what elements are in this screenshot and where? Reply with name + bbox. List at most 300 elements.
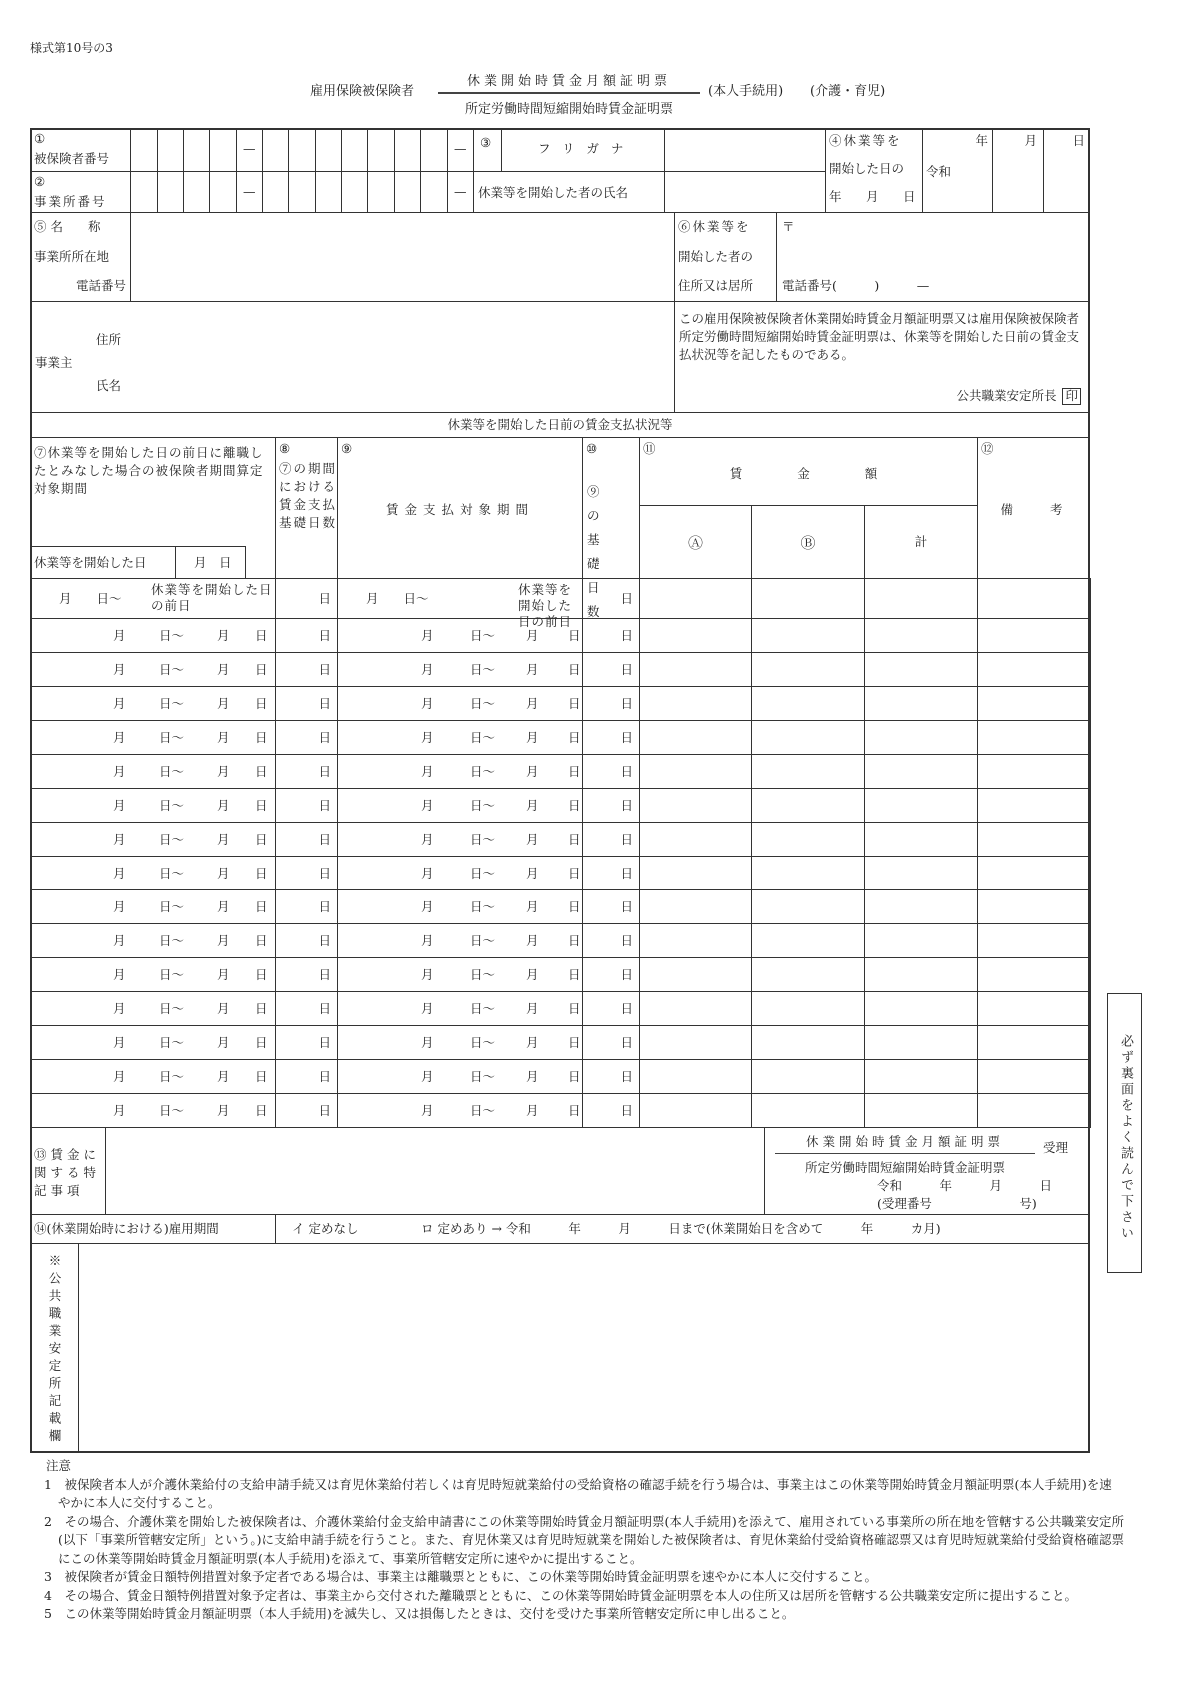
to-month: 月 bbox=[526, 763, 539, 779]
col7-start-date[interactable] bbox=[175, 546, 246, 579]
section-title bbox=[30, 412, 1090, 438]
wage-cell-col11[interactable] bbox=[639, 686, 752, 721]
from-month: 月 bbox=[113, 1069, 126, 1085]
wage-cell-col11[interactable] bbox=[639, 618, 752, 653]
wage-cell-col11[interactable] bbox=[639, 991, 752, 1026]
wage-cell-col9[interactable] bbox=[337, 720, 583, 755]
wage-cell-col11[interactable] bbox=[864, 754, 978, 789]
office-number-label bbox=[30, 171, 131, 213]
from-day: 日〜 bbox=[470, 661, 496, 677]
to-month: 月 bbox=[217, 1035, 230, 1051]
from-day: 日〜 bbox=[470, 797, 496, 813]
wage-cell-col8[interactable] bbox=[275, 889, 338, 924]
days-unit: 日 bbox=[318, 729, 331, 745]
wage-cell-col9[interactable] bbox=[337, 856, 583, 891]
to-month: 月 bbox=[526, 865, 539, 881]
insured-number-digit[interactable] bbox=[288, 128, 316, 172]
office-use-label bbox=[30, 1243, 79, 1453]
from-month: 月 bbox=[421, 1069, 434, 1085]
month-label: 月 bbox=[1024, 133, 1037, 148]
from-day: 日〜 bbox=[470, 933, 496, 949]
wage-cell-col7[interactable] bbox=[30, 1093, 276, 1128]
from-day: 日〜 bbox=[470, 865, 496, 881]
days-unit: 日 bbox=[318, 1035, 331, 1051]
to-day: 日 bbox=[568, 899, 581, 915]
wage-cell-col12[interactable] bbox=[977, 578, 1091, 619]
address-input[interactable] bbox=[776, 212, 1090, 302]
wage-cell-col7[interactable] bbox=[30, 1059, 276, 1094]
wage-cell-col8[interactable] bbox=[275, 618, 338, 653]
to-day: 日 bbox=[255, 967, 268, 983]
days-unit: 日 bbox=[318, 695, 331, 711]
to-month: 月 bbox=[217, 729, 230, 745]
receipt-number: (受理番号 号) bbox=[877, 1196, 1037, 1211]
start-day-input[interactable] bbox=[1043, 128, 1090, 213]
start-year-input[interactable] bbox=[922, 128, 993, 213]
col11b-header bbox=[751, 505, 865, 579]
days-unit: 日 bbox=[620, 1001, 633, 1017]
wage-cell-col12[interactable] bbox=[977, 1025, 1091, 1060]
employer-address-label: 住所 bbox=[96, 332, 122, 347]
col11a-header bbox=[639, 505, 752, 579]
wage-cell-col11[interactable] bbox=[864, 1059, 978, 1094]
wage-cell-col12[interactable] bbox=[977, 618, 1091, 653]
col10-num: ⑩ bbox=[586, 441, 598, 456]
wage-cell-col12[interactable] bbox=[977, 991, 1091, 1026]
wage-cell-col12[interactable] bbox=[977, 1093, 1091, 1128]
col10-header bbox=[582, 437, 640, 619]
insured-number-digit[interactable] bbox=[130, 128, 158, 172]
office-use-area bbox=[78, 1243, 1090, 1453]
office-number-digit[interactable] bbox=[367, 171, 395, 213]
wage-cell-col11[interactable] bbox=[751, 618, 865, 653]
col7-text: ⑦休業等を開始した日の前日に離職したとみなした場合の被保険者期間算定対象期間 bbox=[34, 445, 264, 496]
postal-mark: 〒 bbox=[782, 219, 795, 234]
wage-cell-col11[interactable] bbox=[639, 578, 752, 619]
wage-cell-col11[interactable] bbox=[751, 754, 865, 789]
to-month: 月 bbox=[217, 661, 230, 677]
insured-number-digit[interactable] bbox=[367, 128, 395, 172]
wage-cell-col7[interactable] bbox=[30, 788, 276, 823]
option-no-term[interactable]: イ 定めなし bbox=[292, 1221, 359, 1236]
wage-cell-col12[interactable] bbox=[977, 856, 1091, 891]
wage-cell-col8[interactable] bbox=[275, 1059, 338, 1094]
wage-cell-col8[interactable] bbox=[275, 822, 338, 857]
wage-cell-col10[interactable] bbox=[582, 889, 640, 924]
label-line: 年 月 日 bbox=[829, 189, 922, 204]
note-item: 5 この休業等開始時賃金月額証明票（本人手続用)を滅失し、又は損傷したときは、交付を受けた事業所管轄安定所に申し出ること。 bbox=[44, 1606, 795, 1621]
period-from: 月 日〜 bbox=[366, 591, 429, 606]
wage-cell-col10[interactable] bbox=[582, 1025, 640, 1060]
to-month: 月 bbox=[526, 899, 539, 915]
wage-cell-col9[interactable] bbox=[337, 1025, 583, 1060]
wage-cell-col10[interactable] bbox=[582, 1093, 640, 1128]
wage-cell-col8[interactable] bbox=[275, 923, 338, 958]
office-number-digit[interactable] bbox=[341, 171, 368, 213]
wage-cell-col11[interactable] bbox=[751, 1059, 865, 1094]
insured-number-digit[interactable] bbox=[341, 128, 368, 172]
wage-cell-col7[interactable] bbox=[30, 957, 276, 992]
wage-cell-col8[interactable] bbox=[275, 1093, 338, 1128]
employer-input[interactable] bbox=[30, 301, 675, 413]
wage-cell-col9[interactable] bbox=[337, 1093, 583, 1128]
wage-cell-col12[interactable] bbox=[977, 720, 1091, 755]
col12-text: 備 考 bbox=[1000, 502, 1067, 517]
days-unit: 日 bbox=[620, 729, 633, 745]
to-month: 月 bbox=[217, 628, 230, 643]
to-month: 月 bbox=[526, 967, 539, 983]
wage-cell-col9[interactable] bbox=[337, 957, 583, 992]
days-unit: 日 bbox=[620, 591, 633, 606]
from-day: 日〜 bbox=[470, 1001, 496, 1017]
wage-cell-col11[interactable] bbox=[751, 923, 865, 958]
wage-cell-col11[interactable] bbox=[751, 822, 865, 857]
wage-cell-col8[interactable] bbox=[275, 652, 338, 687]
note-item: 2 その場合、介護休業を開始した被保険者は、介護休業給付金支給申請書にこの休業等開始時賃金月額証明票(本人手続用)を添えて、雇用されている事業所の所在地を管轄する公共職業安定所(以下「事業所管轄安定所」という。)に支給申請手続を行うこと。また、育児休業又は育児時短就業を開始した被保険者は、育児休業給付受給資格確認票又は育児時短就業給付受給資格確認票にこの休業等開始時賃金月額証明票(本人手続用)を添えて、事業所管轄安定所に速やかに提出すること。 bbox=[44, 1513, 1125, 1566]
from-day: 日〜 bbox=[159, 763, 185, 779]
wage-cell-col7[interactable] bbox=[30, 923, 276, 958]
days-unit: 日 bbox=[318, 1069, 331, 1085]
from-day: 日〜 bbox=[470, 628, 496, 643]
wage-cell-col10[interactable] bbox=[582, 957, 640, 992]
wage-cell-col11[interactable] bbox=[751, 991, 865, 1026]
note-item: 1 被保険者本人が介護休業給付の支給申請手続又は育児休業給付若しくは育児時短就業給付の受給資格の確認手続を行う場合は、事業主はこの休業等開始時賃金月額証明票(本人手続用)を速やかに本人に交付すること。 bbox=[44, 1476, 1112, 1510]
wage-cell-col11[interactable] bbox=[751, 1025, 865, 1060]
from-month: 月 bbox=[113, 661, 126, 677]
year-label: 年 bbox=[975, 133, 988, 148]
wage-cell-col11[interactable] bbox=[751, 957, 865, 992]
days-unit: 日 bbox=[318, 899, 331, 915]
wage-cell-col11[interactable] bbox=[639, 1059, 752, 1094]
title-top: 休業開始時賃金月額証明票 bbox=[438, 70, 700, 94]
to-month: 月 bbox=[217, 695, 230, 711]
wage-cell-col11[interactable] bbox=[639, 720, 752, 755]
wage-cell-col8[interactable] bbox=[275, 1025, 338, 1060]
from-month: 月 bbox=[113, 1001, 126, 1017]
wage-cell-col11[interactable] bbox=[639, 788, 752, 823]
furigana-input[interactable] bbox=[664, 128, 826, 172]
certification-box bbox=[674, 301, 1090, 413]
col11-num: ⑪ bbox=[643, 441, 656, 456]
wage-cell-col8[interactable] bbox=[275, 957, 338, 992]
dash: — bbox=[454, 184, 467, 199]
col11-header bbox=[639, 437, 978, 506]
office-use-text: ※公共職業安定所記載欄 bbox=[47, 1254, 62, 1447]
label-line: 開始した日の bbox=[829, 161, 905, 176]
to-month: 月 bbox=[217, 1001, 230, 1017]
side-note-box bbox=[1107, 993, 1142, 1273]
wage-cell-col10[interactable] bbox=[582, 788, 640, 823]
from-day: 日〜 bbox=[470, 1069, 496, 1085]
wage-cell-col11[interactable] bbox=[751, 788, 865, 823]
wage-cell-col11[interactable] bbox=[864, 822, 978, 857]
start-month-input[interactable] bbox=[992, 128, 1044, 213]
wage-cell-col11[interactable] bbox=[639, 1093, 752, 1128]
wage-cell-col11[interactable] bbox=[864, 686, 978, 721]
wage-cell-col9[interactable] bbox=[337, 754, 583, 789]
to-month: 月 bbox=[217, 899, 230, 915]
wage-cell-col7[interactable] bbox=[30, 991, 276, 1026]
col10-text: ⑨の基礎日数 bbox=[587, 484, 618, 619]
wage-cell-col11[interactable] bbox=[864, 957, 978, 992]
employment-period-input[interactable] bbox=[275, 1214, 1090, 1244]
wage-cell-col12[interactable] bbox=[977, 957, 1091, 992]
office-number-digit[interactable] bbox=[209, 171, 237, 213]
wage-cell-col9[interactable] bbox=[337, 686, 583, 721]
to-day: 日 bbox=[255, 797, 268, 813]
from-month: 月 bbox=[421, 797, 434, 813]
insured-number-digit[interactable] bbox=[394, 128, 421, 172]
from-month: 月 bbox=[421, 1001, 434, 1017]
insured-number-digit[interactable] bbox=[209, 128, 237, 172]
dash: — bbox=[243, 141, 256, 156]
dash: — bbox=[243, 184, 256, 199]
wage-cell-col12[interactable] bbox=[977, 788, 1091, 823]
office-number-digit[interactable] bbox=[420, 171, 448, 213]
era-label: 令和 bbox=[926, 164, 952, 179]
receipt-title-top: 休業開始時賃金月額証明票 bbox=[775, 1132, 1035, 1154]
to-month: 月 bbox=[526, 1035, 539, 1051]
days-unit: 日 bbox=[318, 831, 331, 847]
wage-cell-col10[interactable] bbox=[582, 856, 640, 891]
from-day: 日〜 bbox=[159, 661, 185, 677]
wage-cell-col7[interactable] bbox=[30, 578, 276, 619]
wage-cell-col10[interactable] bbox=[582, 1059, 640, 1094]
employer-name-label: 氏名 bbox=[96, 378, 122, 393]
receipt-title-bottom: 所定労働時間短縮開始時賃金証明票 bbox=[804, 1160, 1005, 1175]
wage-cell-col11[interactable] bbox=[864, 1025, 978, 1060]
days-unit: 日 bbox=[318, 661, 331, 677]
from-day: 日〜 bbox=[470, 831, 496, 847]
wage-cell-col11[interactable] bbox=[864, 889, 978, 924]
wage-cell-col10[interactable] bbox=[582, 991, 640, 1026]
col8-header bbox=[275, 437, 338, 579]
from-month: 月 bbox=[421, 661, 434, 677]
wage-cell-col11[interactable] bbox=[639, 957, 752, 992]
wage-cell-col9[interactable] bbox=[337, 788, 583, 823]
from-month: 月 bbox=[421, 933, 434, 949]
wage-cell-col9[interactable] bbox=[337, 991, 583, 1026]
wage-cell-col11[interactable] bbox=[864, 720, 978, 755]
director-line bbox=[956, 388, 1081, 405]
special-notes-input[interactable] bbox=[105, 1127, 765, 1215]
to-day: 日 bbox=[255, 831, 268, 847]
wage-cell-col9[interactable] bbox=[337, 1059, 583, 1094]
wage-cell-col8[interactable] bbox=[275, 754, 338, 789]
wage-cell-col8[interactable] bbox=[275, 788, 338, 823]
from-day: 日〜 bbox=[159, 933, 185, 949]
to-day: 日 bbox=[568, 695, 581, 711]
label-line: 事業所所在地 bbox=[34, 249, 110, 264]
days-unit: 日 bbox=[318, 628, 331, 643]
from-month: 月 bbox=[113, 1035, 126, 1051]
from-day: 日〜 bbox=[159, 1069, 185, 1085]
wage-cell-col10[interactable] bbox=[582, 720, 640, 755]
insured-number-digit[interactable] bbox=[183, 128, 210, 172]
wage-cell-col7[interactable] bbox=[30, 686, 276, 721]
wage-cell-col11[interactable] bbox=[751, 686, 865, 721]
wage-cell-col11[interactable] bbox=[639, 1025, 752, 1060]
wage-cell-col11[interactable] bbox=[751, 720, 865, 755]
wage-cell-col11[interactable] bbox=[864, 578, 978, 619]
wage-cell-col10[interactable] bbox=[582, 822, 640, 857]
wage-cell-col7[interactable] bbox=[30, 1025, 276, 1060]
wage-cell-col11[interactable] bbox=[639, 856, 752, 891]
wage-cell-col11[interactable] bbox=[751, 652, 865, 687]
from-month: 月 bbox=[113, 729, 126, 745]
office-info-input[interactable] bbox=[130, 212, 675, 302]
from-month: 月 bbox=[113, 763, 126, 779]
wage-cell-col7[interactable] bbox=[30, 618, 276, 653]
wage-cell-col9[interactable] bbox=[337, 923, 583, 958]
insured-number-digit[interactable] bbox=[420, 128, 448, 172]
from-day: 日〜 bbox=[470, 729, 496, 745]
office-number-digit[interactable] bbox=[157, 171, 184, 213]
to-month: 月 bbox=[526, 1103, 539, 1119]
wage-cell-col7[interactable] bbox=[30, 822, 276, 857]
wage-cell-col10[interactable] bbox=[582, 578, 640, 619]
field-number: ① bbox=[34, 131, 46, 146]
insured-number-digit[interactable] bbox=[262, 128, 289, 172]
insured-number-digit[interactable] bbox=[315, 128, 342, 172]
wage-cell-col9[interactable] bbox=[337, 889, 583, 924]
to-day: 日 bbox=[255, 1103, 268, 1119]
days-unit: 日 bbox=[620, 695, 633, 711]
col9-num: ⑨ bbox=[341, 441, 353, 456]
wage-cell-col7[interactable] bbox=[30, 856, 276, 891]
wage-cell-col12[interactable] bbox=[977, 652, 1091, 687]
from-day: 日〜 bbox=[159, 831, 185, 847]
from-month: 月 bbox=[113, 797, 126, 813]
office-number-digit[interactable] bbox=[394, 171, 421, 213]
employment-period-label bbox=[30, 1214, 276, 1244]
name-input[interactable] bbox=[664, 171, 826, 213]
wage-cell-col11[interactable] bbox=[751, 578, 865, 619]
days-unit: 日 bbox=[318, 797, 331, 813]
wage-cell-col10[interactable] bbox=[582, 754, 640, 789]
wage-cell-col9[interactable] bbox=[337, 578, 583, 629]
to-month: 月 bbox=[217, 865, 230, 881]
wage-cell-col10[interactable] bbox=[582, 618, 640, 653]
days-unit: 日 bbox=[318, 1103, 331, 1119]
wage-cell-col11[interactable] bbox=[864, 1093, 978, 1128]
wage-cell-col11[interactable] bbox=[751, 856, 865, 891]
wage-cell-col9[interactable] bbox=[337, 822, 583, 857]
from-day: 日〜 bbox=[159, 1035, 185, 1051]
days-unit: 日 bbox=[620, 1035, 633, 1051]
title-prefix: 雇用保険被保険者 bbox=[310, 84, 415, 99]
to-day: 日 bbox=[255, 1035, 268, 1051]
office-number-digit[interactable] bbox=[262, 171, 289, 213]
to-month: 月 bbox=[217, 967, 230, 983]
wage-cell-col12[interactable] bbox=[977, 754, 1091, 789]
furigana-label bbox=[501, 128, 665, 172]
col11-text: 賃 金 額 bbox=[729, 466, 888, 481]
wage-cell-col11[interactable] bbox=[864, 652, 978, 687]
days-unit: 日 bbox=[318, 591, 331, 606]
period-to: 休業等を開始した日の前日 bbox=[518, 582, 573, 629]
wage-cell-col9[interactable] bbox=[337, 652, 583, 687]
wage-cell-col8[interactable] bbox=[275, 686, 338, 721]
wage-cell-col11[interactable] bbox=[864, 788, 978, 823]
from-day: 日〜 bbox=[159, 967, 185, 983]
office-number-digit[interactable] bbox=[183, 171, 210, 213]
office-label bbox=[30, 212, 131, 302]
to-month: 月 bbox=[526, 831, 539, 847]
wage-cell-col12[interactable] bbox=[977, 889, 1091, 924]
wage-cell-col10[interactable] bbox=[582, 686, 640, 721]
wage-cell-col11[interactable] bbox=[751, 1093, 865, 1128]
days-unit: 日 bbox=[620, 661, 633, 677]
wage-cell-col7[interactable] bbox=[30, 754, 276, 789]
from-day: 日〜 bbox=[470, 1035, 496, 1051]
wage-cell-col12[interactable] bbox=[977, 1059, 1091, 1094]
wage-cell-col11[interactable] bbox=[864, 991, 978, 1026]
days-unit: 日 bbox=[620, 831, 633, 847]
wage-cell-col8[interactable] bbox=[275, 578, 338, 619]
wage-cell-col11[interactable] bbox=[864, 923, 978, 958]
wage-cell-col7[interactable] bbox=[30, 652, 276, 687]
wage-cell-col11[interactable] bbox=[751, 889, 865, 924]
from-month: 月 bbox=[113, 831, 126, 847]
wage-cell-col8[interactable] bbox=[275, 856, 338, 891]
wage-cell-col10[interactable] bbox=[582, 923, 640, 958]
days-unit: 日 bbox=[318, 933, 331, 949]
wage-cell-col11[interactable] bbox=[864, 618, 978, 653]
wage-cell-col9[interactable] bbox=[337, 618, 583, 653]
days-unit: 日 bbox=[620, 899, 633, 915]
wage-cell-col11[interactable] bbox=[639, 652, 752, 687]
wage-cell-col11[interactable] bbox=[639, 822, 752, 857]
wage-cell-col11[interactable] bbox=[864, 856, 978, 891]
days-unit: 日 bbox=[620, 797, 633, 813]
to-day: 日 bbox=[568, 933, 581, 949]
to-day: 日 bbox=[568, 729, 581, 745]
insured-number-digit[interactable] bbox=[157, 128, 184, 172]
wage-cell-col8[interactable] bbox=[275, 991, 338, 1026]
wage-cell-col7[interactable] bbox=[30, 889, 276, 924]
wage-cell-col7[interactable] bbox=[30, 720, 276, 755]
form-title bbox=[438, 70, 700, 117]
wage-cell-col11[interactable] bbox=[639, 923, 752, 958]
wage-cell-col12[interactable] bbox=[977, 686, 1091, 721]
wage-cell-col11[interactable] bbox=[639, 889, 752, 924]
office-number-digit[interactable] bbox=[130, 171, 158, 213]
office-number-digit[interactable] bbox=[288, 171, 316, 213]
receipt-date: 令和 年 月 日 bbox=[877, 1178, 1053, 1193]
option-fixed-term[interactable]: ロ 定めあり → 令和 年 月 日まで(休業開始日を含めて 年 カ月) bbox=[421, 1221, 941, 1236]
wage-cell-col10[interactable] bbox=[582, 652, 640, 687]
to-day: 日 bbox=[568, 661, 581, 677]
office-number-digit[interactable] bbox=[315, 171, 342, 213]
days-unit: 日 bbox=[620, 933, 633, 949]
wage-cell-col11[interactable] bbox=[639, 754, 752, 789]
wage-cell-col12[interactable] bbox=[977, 822, 1091, 857]
wage-cell-col12[interactable] bbox=[977, 923, 1091, 958]
dash: — bbox=[454, 141, 467, 156]
from-month: 月 bbox=[113, 628, 126, 643]
days-unit: 日 bbox=[318, 967, 331, 983]
name-label-text: 休業等を開始した者の氏名 bbox=[478, 185, 629, 200]
note-item: 3 被保険者が賃金日額特例措置対象予定者である場合は、事業主は離職票とともに、この休業等開始時賃金証明票を速やかに本人に交付すること。 bbox=[44, 1569, 877, 1584]
to-day: 日 bbox=[255, 729, 268, 745]
note-item: 4 その場合、賃金日額特例措置対象予定者は、事業主から交付された離職票とともに、この休業等開始時賃金証明票を本人の住所又は居所を管轄する公共職業安定所に提出すること。 bbox=[44, 1587, 1077, 1603]
col8-text: ⑦の期間における賃金支払基礎日数 bbox=[279, 461, 338, 530]
wage-cell-col8[interactable] bbox=[275, 720, 338, 755]
side-note-text: 必ず裏面をよく読んで下さい bbox=[1118, 1034, 1133, 1242]
label-line: 電話番号 bbox=[75, 278, 126, 293]
director-label: 公共職業安定所長 bbox=[956, 388, 1057, 403]
